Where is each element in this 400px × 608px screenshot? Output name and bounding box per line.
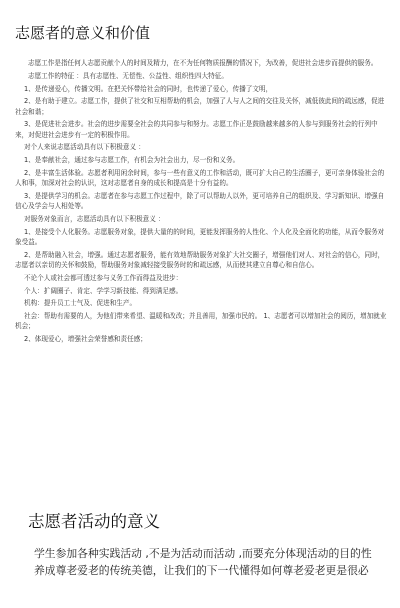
paragraph-benefits: 不论个人或社会都可透过参与义务工作而得益及进步： [24,273,183,282]
subheading-recipients: 对服务对象而言，志愿活动具有以下积极意义 ： [24,214,165,223]
lead-line: 养成尊老爱老的传统美德，让我们的下一代懂得如何尊老爱老更是很必 [34,564,369,577]
list-item: 1、是接受个人化服务。志愿服务对象，提供大量的的时间，更能发挥服务的人性化、个人化及全面化的功能，从而令服务对象受益。 [15,227,385,246]
list-item: 1、是奉献社会，通过参与志愿工作，有机会为社会出力，尽一份和义务。 [24,156,240,165]
section-title: 志愿者活动的意义 [28,512,160,531]
list-item: 2、是丰富生活体验。志愿者利用闲余时间，参与一些有意义的工作和活动，既可扩大自己的生活圈子，更可亲身体验社会的人和事，加深对社会的认识，这对志愿者自身的成长和提高是十分有益的。 [15,168,385,188]
list-item: 3、是提供学习的机会。志愿者在参与志愿工作过程中，除了可以帮助人以外，更可培养自己的组织及、学习新知识、增强自信心及学会与人相处等。 [15,191,385,211]
document-body [15,58,387,347]
list-item: 2、是有助于建立。志愿工作，提供了社交和互相帮助的机会，加强了人与人之间的交往及关怀，减低彼此间的疏远感，促进社会和谐； [15,97,385,116]
benefit-society: 社会：帮助有需要的人，为他们带来希望、温暖和改改；并且善用，加强市民的。 1、志愿者可以增加社会的阅历，增加就业机会； [15,312,387,331]
lead-paragraph [15,545,385,579]
list-item: 1、是传递爱心，传播文明。在把关怀带给社会的同时，也传递了爱心，传播了文明， [24,84,273,93]
list-item: 2、是帮助融入社会，增强。通过志愿者服务，能有效地帮助服务对象扩大社交圈子，增强他们对人、对社会的信心，同时，志愿者以亲切的关怀和鼓励，帮助服务对象减轻接受服务时的和疏远感，从而使其建立自尊心和自信心。 [15,250,385,269]
list-item: 2、体现爱心，增强社会荣誉感和责任感； [24,335,147,344]
subheading-personal: 对个人来说志愿活动具有以下积极意义 ： [24,143,145,152]
lead-line: 学生参加各种实践活动 ,不是为活动而活动 ,而要充分体现活动的目的性 [34,547,372,560]
benefit-personal: 个人：扩阔圈子、肯定、学学习新技能、得到满足感。 [24,286,183,295]
page-title: 志愿者的意义和价值 [15,24,151,42]
list-item: 3、是促进社会进步。社会的进步需要全社会的共同参与和努力。志愿工作正是鼓励越来越多的人参与到服务社会的行列中来，对促进社会进步有一定的积极作用。 [15,120,378,139]
paragraph-intro: 志愿工作是指任何人志愿贡献个人的时间及精力，在不为任何物质报酬的情况下，为改善，促进社会进步而提供的服务。 [28,59,378,67]
paragraph-features: 志愿工作的特征 ：具有志愿性、无偿性、公益性、组织性四大特征。 [28,71,228,80]
benefit-organization: 机构：提升员工士气及、促进和生产。 [24,299,137,308]
